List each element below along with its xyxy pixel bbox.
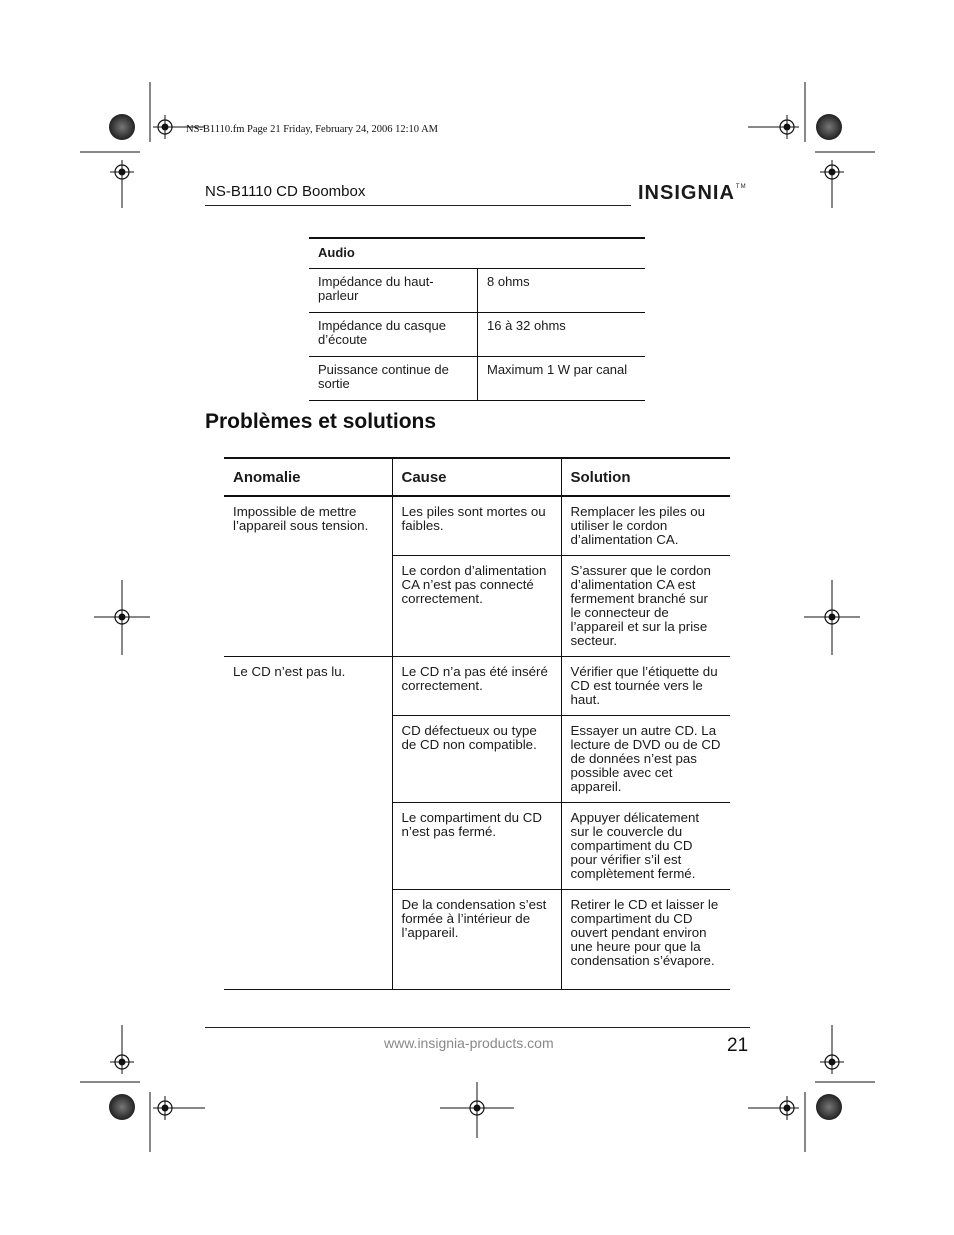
logo-text: INSIGNIA: [638, 182, 735, 204]
cause-cell: Le cordon d’alimentation CA n’est pas connecté correctement.: [392, 556, 561, 657]
cause-cell: Les piles sont mortes ou faibles.: [392, 496, 561, 556]
page-number: 21: [727, 1035, 749, 1056]
solution-cell: Retirer le CD et laisser le compartiment du CD ouvert pendant environ une heure pour que la condensation s’évapore.: [561, 890, 730, 990]
logo-trademark: TM: [735, 184, 747, 190]
header-solution: Solution: [561, 458, 730, 496]
footer-url: www.insignia-products.com: [384, 1035, 554, 1051]
section-heading: Problèmes et solutions: [205, 410, 437, 433]
anomaly-cell: Impossible de mettre l’appareil sous tension.: [224, 496, 392, 657]
solution-cell: Remplacer les piles ou utiliser le cordon d’alimentation CA.: [561, 496, 730, 556]
header-anomalie: Anomalie: [224, 458, 392, 496]
spec-value: 8 ohms: [478, 269, 646, 313]
cause-cell: Le compartiment du CD n’est pas fermé.: [392, 803, 561, 890]
solution-cell: Appuyer délicatement sur le couvercle du compartiment du CD pour vérifier s’il est complètement fermé.: [561, 803, 730, 890]
solution-cell: S’assurer que le cordon d’alimentation CA est fermement branché sur le connecteur de l’appareil et sur la prise secteur.: [561, 556, 730, 657]
spec-value: Maximum 1 W par canal: [478, 357, 646, 401]
spec-label: Impédance du casque d’écoute: [309, 313, 478, 357]
header-cause: Cause: [392, 458, 561, 496]
print-slug: NS-B1110.fm Page 21 Friday, February 24, 2006 12:10 AM: [186, 124, 438, 135]
spec-table-title: Audio: [309, 238, 645, 269]
solution-cell: Essayer un autre CD. La lecture de DVD ou de CD de données n’est pas possible avec cet appareil.: [561, 716, 730, 803]
document-title: NS-B1110 CD Boombox: [205, 183, 366, 200]
cause-cell: Le CD n’a pas été inséré correctement.: [392, 657, 561, 716]
cause-cell: De la condensation s’est formée à l’intérieur de l’appareil.: [392, 890, 561, 990]
solution-cell: Vérifier que l’étiquette du CD est tournée vers le haut.: [561, 657, 730, 716]
spec-value: 16 à 32 ohms: [478, 313, 646, 357]
anomaly-cell: Le CD n’est pas lu.: [224, 657, 392, 990]
cause-cell: CD défectueux ou type de CD non compatible.: [392, 716, 561, 803]
spec-label: Puissance continue de sortie: [309, 357, 478, 401]
spec-label: Impédance du haut-parleur: [309, 269, 478, 313]
